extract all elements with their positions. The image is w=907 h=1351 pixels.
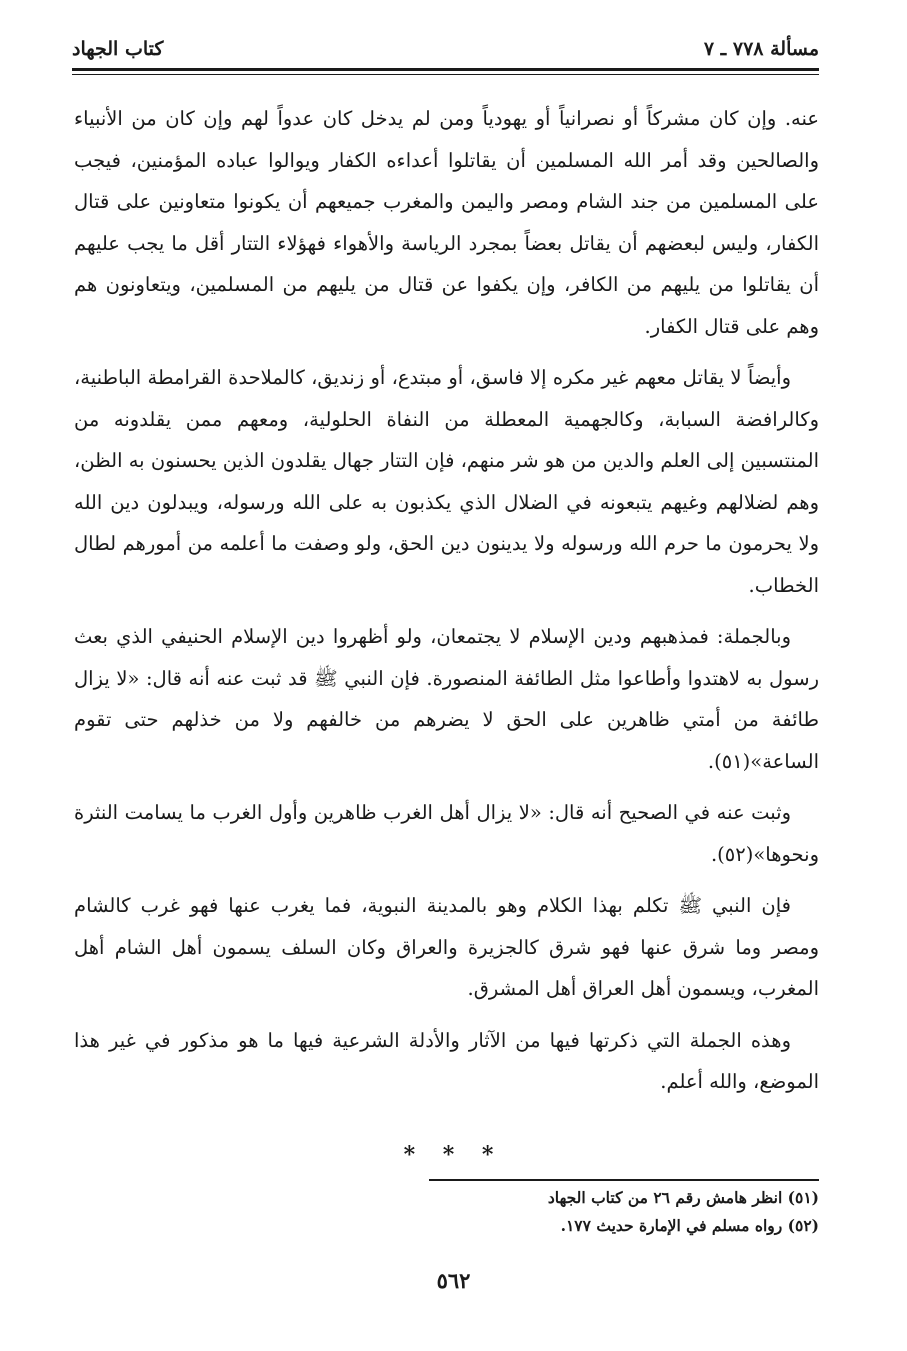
footnote-rule	[429, 1179, 819, 1181]
paragraph: عنه. وإن كان مشركاً أو نصرانياً أو يهودياً ومن لم يدخل كان عدواً لهم وإن كان من الأنبياء والصالحين وقد أمر الله المسلمين أن يقاتلوا أعداءه الكفار ويوالوا عباده المؤمنين، فيجب على المسلمين من جند الشام ومصر واليمن والمغرب جميعهم أن يكونوا متعاونين على قتال الكفار، وليس لبعضهم أن يقاتل بعضاً بمجرد الرياسة والأهواء فهؤلاء التتار أقل ما يجب عليهم أن يقاتلوا من يليهم من الكافر، وإن يكفوا عن قتال من يليهم من المسلمين، ويتعاونون هم وهم على قتال الكفار.	[74, 107, 819, 338]
page-number: ٥٦٢	[436, 1268, 471, 1293]
section-separator: * * *	[403, 1142, 504, 1168]
paragraph: وثبت عنه في الصحيح أنه قال: «لا يزال أهل الغرب ظاهرين وأول الغرب ما يسامت النثرة ونحوها»(٥٢).	[74, 801, 819, 866]
footnote: (٥١) انظر هامش رقم ٢٦ من كتاب الجهاد	[547, 1188, 819, 1207]
footnotes	[300, 1184, 819, 1240]
footnote: (٥٢) رواه مسلم في الإمارة حديث ١٧٧.	[560, 1216, 819, 1235]
header-rule-thick	[72, 68, 819, 71]
header-rule-thin	[72, 74, 819, 75]
issue-number: مسألة ٧٧٨ ـ ٧	[703, 38, 819, 60]
main-text	[74, 98, 819, 1113]
paragraph: وأيضاً لا يقاتل معهم غير مكره إلا فاسق، أو مبتدع، أو زنديق، كالملاحدة القرامطة الباطنية، وكالرافضة السبابة، وكالجهمية المعطلة من النفاة الحلولية، ومعهم ممن يقلدونه من المنتسبين إلى العلم والدين من هو شر منهم، فإن التتار جهال يقلدون الذين يحسنون به الظن، وهم لضلالهم وغيهم يتبعونه في الضلال الذي يكذبون به على الله ورسوله، ويبدلون دين الله ولا يحرمون ما حرم الله ورسوله ولا يدينون دين الحق، ولو وصفت ما أعلمه من أمورهم لطال الخطاب.	[74, 366, 819, 597]
paragraph: وهذه الجملة التي ذكرتها فيها من الآثار والأدلة الشرعية فيها ما هو مذكور في غير هذا الموضع، والله أعلم.	[74, 1028, 819, 1093]
book-title: كتاب الجهاد	[72, 38, 164, 60]
paragraph: وبالجملة: فمذهبهم ودين الإسلام لا يجتمعان، ولو أظهروا دين الإسلام الحنيفي الذي بعث رسول به لاهتدوا وأطاعوا مثل الطائفة المنصورة. فإن النبي ﷺ قد ثبت عنه أنه قال: «لا يزال طائفة من أمتي ظاهرين على الحق لا يضرهم من خالفهم ولا من خذلهم حتى تقوم الساعة»(٥١).	[74, 625, 819, 773]
running-header	[72, 30, 819, 68]
paragraph: فإن النبي ﷺ تكلم بهذا الكلام وهو بالمدينة النبوية، فما يغرب عنها فهو غرب كالشام ومصر وما شرق عنها فهو شرق كالجزيرة والعراق وكان السلف يسمون أهل الشام أهل المغرب، ويسمون أهل العراق أهل المشرق.	[74, 894, 819, 1000]
